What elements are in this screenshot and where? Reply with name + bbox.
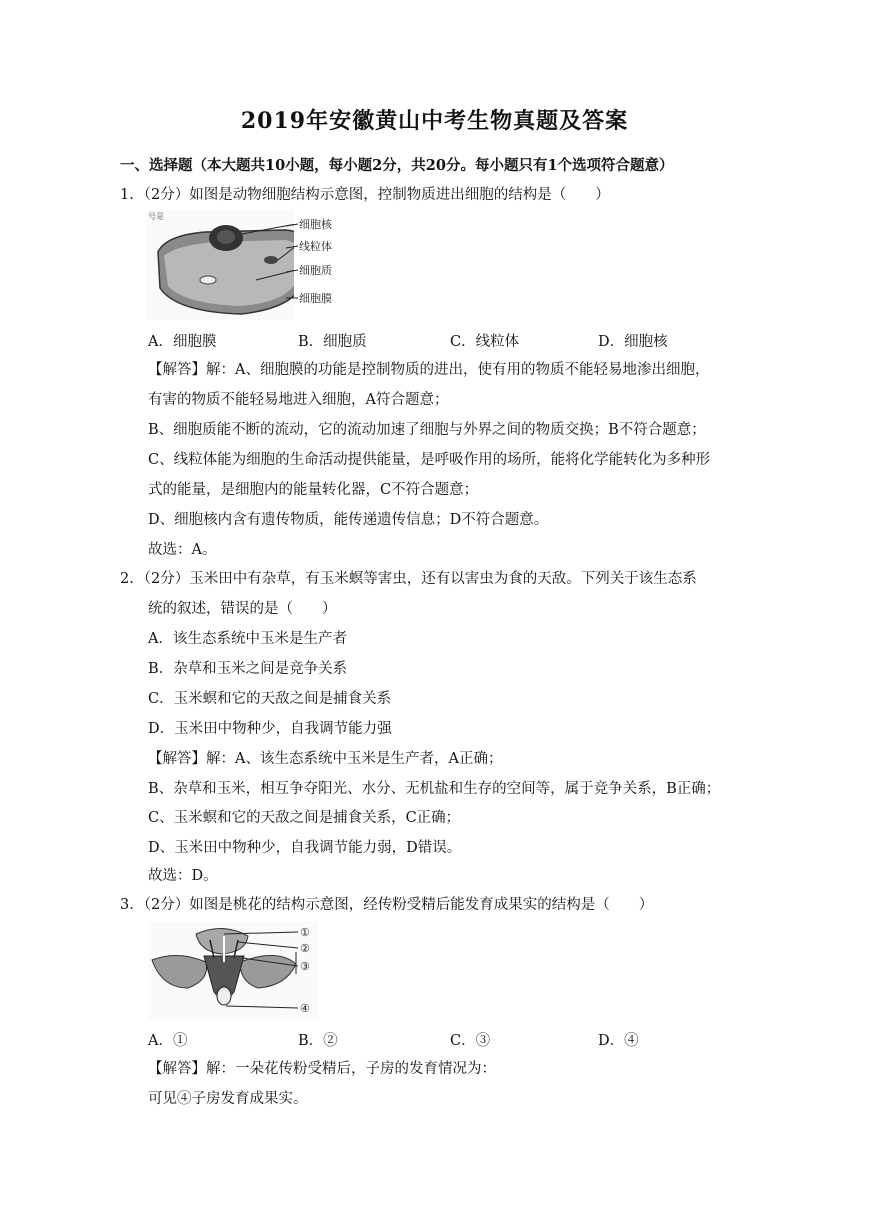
q1-option-b: B．细胞质 <box>298 334 367 350</box>
q2-stem: 统的叙述，错误的是（ ） <box>148 601 337 617</box>
q1-answer-line: 【解答】解：A、细胞膜的功能是控制物质的进出，使有用的物质不能轻易地渗出细胞， <box>148 362 710 378</box>
q1-answer-line: 有害的物质不能轻易地进入细胞，A符合题意； <box>148 392 449 408</box>
label-4: ④ <box>300 1002 310 1015</box>
label-1: ① <box>300 926 310 939</box>
q2-option-b: B．杂草和玉米之间是竞争关系 <box>148 661 348 677</box>
section-header: 一、选择题（本大题共10小题，每小题2分，共20分。每小题只有1个选项符合题意） <box>120 157 674 174</box>
q1-stem: 1．（2分）如图是动物细胞结构示意图，控制物质进出细胞的结构是（ ） <box>120 187 610 203</box>
label-mitochondria: 线粒体 <box>299 240 332 253</box>
label-membrane: 细胞膜 <box>299 292 332 305</box>
label-nucleus: 细胞核 <box>299 218 332 231</box>
q1-answer-line: C、线粒体能为细胞的生命活动提供能量，是呼吸作用的场所，能将化学能转化为多种形 <box>148 452 711 468</box>
q2-answer-line: C、玉米螟和它的天敌之间是捕食关系，C正确； <box>148 810 461 826</box>
label-3: ③ <box>300 960 310 973</box>
mitochondria-shape <box>264 256 278 264</box>
q3-option-c: C．③ <box>450 1033 491 1049</box>
q1-answer-line: 式的能量，是细胞内的能量转化器，C不符合题意； <box>148 482 479 498</box>
label-2: ② <box>300 942 310 955</box>
q2-answer-line: B、杂草和玉米，相互争夺阳光、水分、无机盐和生存的空间等，属于竞争关系，B正确； <box>148 781 721 797</box>
q3-answer-line: 可见④子房发育成果实。 <box>148 1091 308 1107</box>
q2-option-d: D．玉米田中物种少，自我调节能力强 <box>148 721 392 737</box>
q2-answer-line: 故选：D。 <box>148 868 218 884</box>
q1-option-c: C．线粒体 <box>450 334 520 350</box>
q3-option-a: A．① <box>148 1033 188 1049</box>
page-title: 2019年安徽黄山中考生物真题及答案 <box>240 108 629 134</box>
q1-option-d: D．细胞核 <box>598 334 668 350</box>
q2-answer-line: 【解答】解：A、该生态系统中玉米是生产者，A正确； <box>148 751 503 767</box>
q3-option-d: D．④ <box>598 1033 639 1049</box>
q1-answer-line: B、细胞质能不断的流动，它的流动加速了细胞与外界之间的物质交换；B不符合题意； <box>148 422 706 438</box>
q1-option-a: A．细胞膜 <box>148 334 217 350</box>
q1-answer-line: D、细胞核内含有遗传物质，能传递遗传信息；D不符合题意。 <box>148 512 549 528</box>
q1-answer-line: 故选：A。 <box>148 542 217 558</box>
label-cytoplasm: 细胞质 <box>299 264 332 277</box>
q2-option-a: A．该生态系统中玉米是生产者 <box>148 631 347 647</box>
q3-stem: 3．（2分）如图是桃花的结构示意图，经传粉受精后能发育成果实的结构是（ ） <box>120 897 654 913</box>
q2-option-c: C．玉米螟和它的天敌之间是捕食关系 <box>148 691 392 707</box>
animal-cell-figure <box>146 210 346 320</box>
q2-stem: 2．（2分）玉米田中有杂草，有玉米螟等害虫，还有以害虫为食的天敌。下列关于该生态系 <box>120 571 697 587</box>
q2-answer-line: D、玉米田中物种少，自我调节能力弱，D错误。 <box>148 840 462 856</box>
figure-corner-text: 号是 <box>148 212 164 221</box>
peach-flower-figure <box>148 922 318 1020</box>
q3-answer-line: 【解答】解：一朵花传粉受精后，子房的发育情况为： <box>148 1061 496 1077</box>
q3-option-b: B．② <box>298 1033 338 1049</box>
ovary <box>217 987 231 1005</box>
